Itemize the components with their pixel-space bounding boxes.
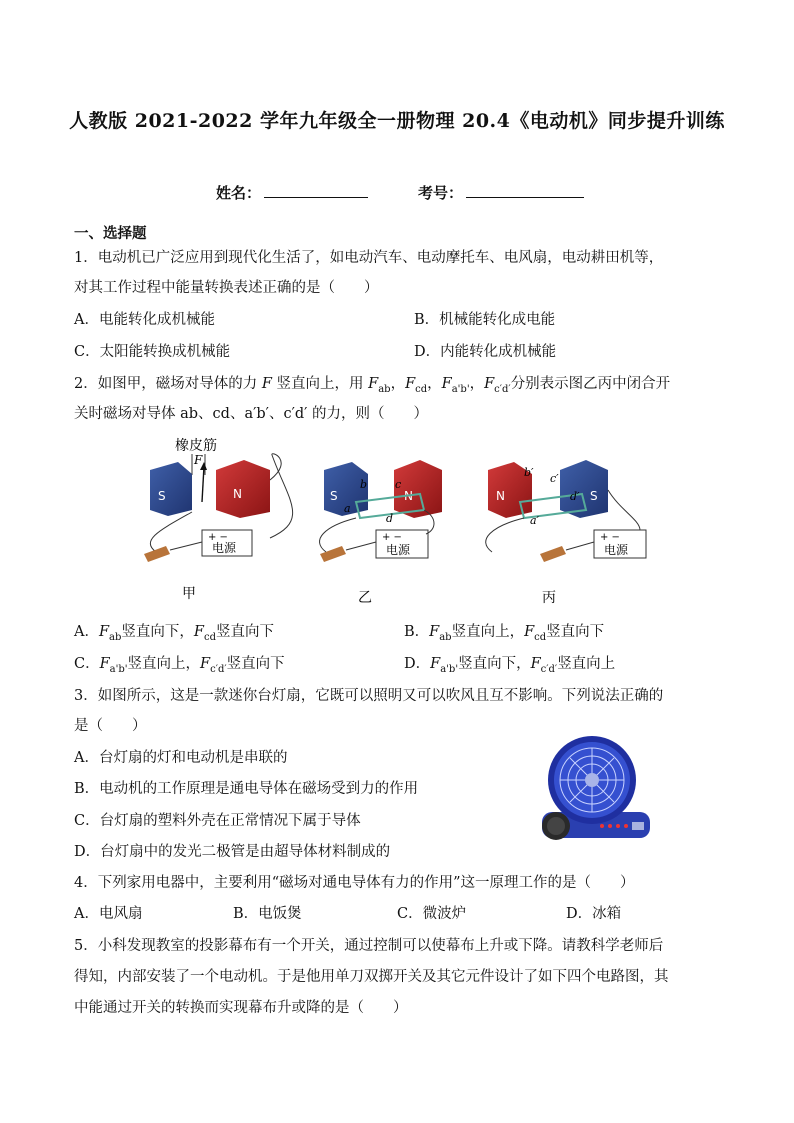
q4-option-c[interactable]: C．微波炉 <box>397 906 467 922</box>
q3-option-d[interactable]: D．台灯扇中的发光二极管是由超导体材料制成的 <box>74 844 391 860</box>
q2-option-c[interactable]: C．$F_{a'b'}$竖直向上，$F_{c'd'}$竖直向下 <box>74 656 285 675</box>
diagram-jia <box>144 437 293 602</box>
magnet-n-yi <box>394 460 442 518</box>
id-field[interactable] <box>466 181 584 198</box>
label-b-prime: b′ <box>524 466 534 479</box>
q2-figure <box>120 430 680 610</box>
svg-text:+ −: + − <box>208 532 228 543</box>
q1-option-b[interactable]: B．机械能转化成电能 <box>414 312 556 328</box>
q5-stem-line3: 中能通过开关的转换而实现幕布升或降的是（ ） <box>74 1000 408 1016</box>
q2-option-d[interactable]: D．$F_{a'b'}$竖直向下，$F_{c'd'}$竖直向上 <box>404 656 616 675</box>
pole-n-label: N <box>496 489 505 503</box>
q2-stem-line1: 2．如图甲，磁场对导体的力 F 竖直向上，用 $F_{ab}$，$F_{cd}$，$F_{a'b'}$，$F_{c'd'}$分别表示图乙丙中闭合开 <box>74 376 671 395</box>
label-d: d <box>386 512 394 525</box>
q3-option-b[interactable]: B．电动机的工作原理是通电导体在磁场受到力的作用 <box>74 781 419 797</box>
q3-option-a[interactable]: A．台灯扇的灯和电动机是串联的 <box>74 750 288 766</box>
q3-option-c[interactable]: C．台灯扇的塑料外壳在正常情况下属于导体 <box>74 813 361 829</box>
pole-n-label: N <box>233 487 242 501</box>
label-b: b <box>360 478 368 491</box>
q3-stem-line2: 是（ ） <box>74 718 147 734</box>
caption-bing: 丙 <box>542 590 556 606</box>
q2-option-a[interactable]: A．$F_{ab}$竖直向下，$F_{cd}$竖直向下 <box>74 624 274 643</box>
section-heading: 一、选择题 <box>74 225 147 242</box>
rubber-band-label: 橡皮筋 <box>175 438 217 454</box>
label-c-prime: c′ <box>550 472 559 485</box>
name-field[interactable] <box>264 181 368 198</box>
q4-stem-line1: 4．下列家用电器中，主要利用“磁场对通电导体有力的作用”这一原理工作的是（ ） <box>74 875 635 891</box>
diagram-yi <box>320 460 442 606</box>
battery-label: 电源 <box>604 543 629 557</box>
caption-jia: 甲 <box>182 586 196 602</box>
q4-option-a[interactable]: A．电风扇 <box>74 906 143 922</box>
label-a: a <box>344 502 351 515</box>
q4-option-d[interactable]: D．冰箱 <box>566 906 622 922</box>
pole-s-label: S <box>158 489 166 503</box>
q3-stem-line1: 3．如图所示，这是一款迷你台灯扇，它既可以照明又可以吹风且互不影响。下列说法正确的 <box>74 688 664 704</box>
lamp-fan-image <box>530 730 660 845</box>
q2-stem-line2: 关时磁场对导体 ab、cd、a′b′、c′d′ 的力，则（ ） <box>74 406 429 422</box>
svg-text:+ −: + − <box>600 532 620 543</box>
q1-stem-line2: 对其工作过程中能量转换表述正确的是（ ） <box>74 280 379 296</box>
label-d-prime: d′ <box>570 490 580 503</box>
q5-stem-line1: 5．小科发现教室的投影幕布有一个开关，通过控制可以使幕布上升或下降。请教科学老师后 <box>74 938 664 954</box>
battery-label: 电源 <box>386 543 411 557</box>
q1-option-a[interactable]: A．电能转化成机械能 <box>74 312 215 328</box>
label-a-prime: a′ <box>530 514 540 527</box>
caption-yi: 乙 <box>358 590 372 606</box>
force-arrow-f <box>202 466 204 502</box>
q4-option-b[interactable]: B．电饭煲 <box>233 906 302 922</box>
switch-jia <box>144 546 170 562</box>
q1-option-c[interactable]: C．太阳能转换成机械能 <box>74 344 231 360</box>
q1-stem-line1: 1．电动机已广泛应用到现代化生活了，如电动汽车、电动摩托车、电风扇，电动耕田机等， <box>74 250 664 266</box>
name-label: 姓名： <box>216 184 262 202</box>
label-c: c <box>395 478 402 491</box>
svg-text:+ −: + − <box>382 532 402 543</box>
switch-yi <box>320 546 346 562</box>
force-label: F <box>194 453 203 467</box>
pole-n-label: N <box>404 489 413 503</box>
pole-s-label: S <box>590 489 598 503</box>
q5-stem-line2: 得知，内部安装了一个电动机。于是他用单刀双掷开关及其它元件设计了如下四个电路图，其 <box>74 969 669 985</box>
id-label: 考号： <box>418 184 464 202</box>
page-title: 人教版 2021-2022 学年九年级全一册物理 20.4《电动机》同步提升训练 <box>69 110 725 132</box>
diagram-bing <box>486 460 646 606</box>
q1-option-d[interactable]: D．内能转化成机械能 <box>414 344 557 360</box>
magnet-s-jia <box>150 462 192 516</box>
switch-bing <box>540 546 566 562</box>
battery-label: 电源 <box>212 541 237 555</box>
pole-s-label: S <box>330 489 338 503</box>
q2-option-b[interactable]: B．$F_{ab}$竖直向上，$F_{cd}$竖直向下 <box>404 624 605 643</box>
magnet-n-jia <box>216 460 270 518</box>
